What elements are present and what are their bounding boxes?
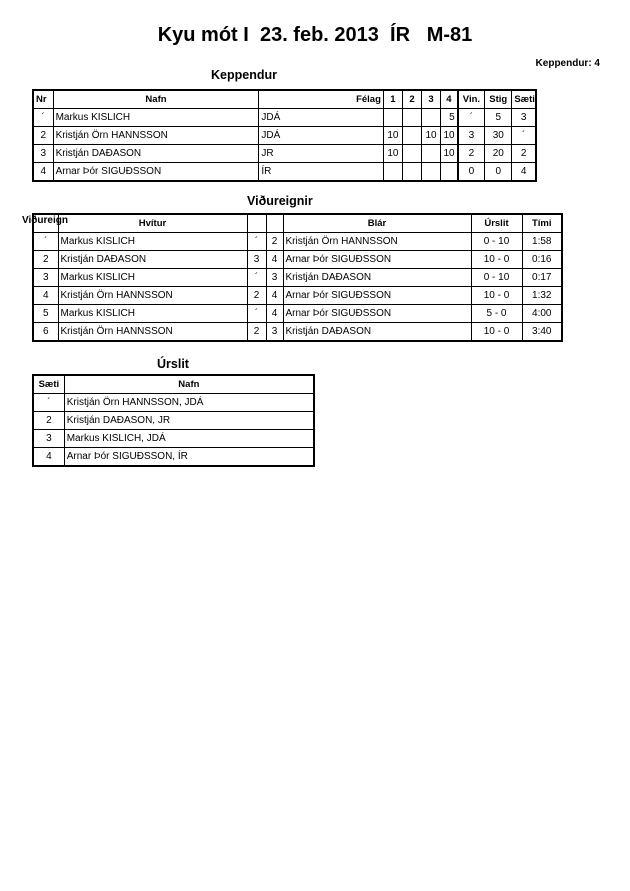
match-time: 0:16: [522, 251, 562, 269]
result-place: 4: [33, 448, 64, 467]
competitor-nr: 2: [33, 127, 53, 145]
col-match-nr: Viðureign: [22, 215, 68, 226]
match-blue: Kristján Örn HANNSSON: [283, 233, 471, 251]
competitors-table: [32, 89, 537, 182]
result-place: ´: [33, 394, 64, 412]
match-blue-nr: 4: [266, 305, 283, 323]
match-nr: ´: [33, 233, 58, 251]
col-nr: Nr: [33, 90, 53, 109]
match-result: 0 - 10: [471, 233, 522, 251]
match-blue: Arnar Þór SIGUÐSSON: [283, 305, 471, 323]
competitor-points: 5: [485, 109, 512, 127]
match-white-nr: 2: [247, 323, 266, 342]
competitor-score-1: 10: [383, 145, 402, 163]
result-name: Kristján DAÐASON, JR: [64, 412, 314, 430]
col-name: Nafn: [53, 90, 259, 109]
competitors-section-title: Keppendur: [211, 68, 277, 82]
competitors-count: Keppendur: 4: [535, 58, 600, 69]
col-score-3: 3: [422, 90, 441, 109]
match-row: [33, 287, 562, 305]
match-time: 1:58: [522, 233, 562, 251]
competitor-score-4: 5: [441, 109, 458, 127]
col-club: Félag: [259, 90, 383, 109]
col-result-name: Nafn: [64, 375, 314, 394]
match-white-nr: 3: [247, 251, 266, 269]
match-time: 0:17: [522, 269, 562, 287]
competitor-points: 30: [485, 127, 512, 145]
results-section-title: Úrslit: [157, 357, 189, 371]
match-blue: Arnar Þór SIGUÐSSON: [283, 287, 471, 305]
competitor-row: [33, 163, 536, 182]
result-place: 2: [33, 412, 64, 430]
match-result: 10 - 0: [471, 323, 522, 342]
col-score-1: 1: [383, 90, 402, 109]
result-name: Arnar Þór SIGUÐSSON, ÍR: [64, 448, 314, 467]
match-time: 3:40: [522, 323, 562, 342]
competitor-score-3: [422, 163, 441, 182]
match-white-nr: ´: [247, 269, 266, 287]
competitor-place: ´: [512, 127, 536, 145]
match-blue: Arnar Þór SIGUÐSSON: [283, 251, 471, 269]
competitor-name: Kristján Örn HANNSSON: [53, 127, 259, 145]
competitor-score-3: 10: [422, 127, 441, 145]
competitor-score-1: [383, 109, 402, 127]
match-nr: 5: [33, 305, 58, 323]
match-blue-nr: 4: [266, 251, 283, 269]
competitor-wins: 3: [458, 127, 485, 145]
col-blue: Blár: [283, 214, 471, 233]
match-nr: 3: [33, 269, 58, 287]
competitor-wins: 0: [458, 163, 485, 182]
match-result: 0 - 10: [471, 269, 522, 287]
competitor-nr: 4: [33, 163, 53, 182]
match-nr: 2: [33, 251, 58, 269]
match-blue-nr: 2: [266, 233, 283, 251]
match-white: Markus KISLICH: [58, 305, 247, 323]
match-blue: Kristján DAÐASON: [283, 269, 471, 287]
match-row: [33, 269, 562, 287]
competitor-name: Arnar Þór SIGUÐSSON: [53, 163, 259, 182]
competitor-club: ÍR: [259, 163, 383, 182]
result-row: [33, 448, 314, 467]
match-blue-nr: 3: [266, 269, 283, 287]
result-row: [33, 430, 314, 448]
competitor-club: JR: [259, 145, 383, 163]
match-white: Markus KISLICH: [58, 269, 247, 287]
col-wins: Vin.: [458, 90, 485, 109]
col-time: Tími: [522, 214, 562, 233]
match-nr: 6: [33, 323, 58, 342]
match-white-nr: ´: [247, 305, 266, 323]
competitor-points: 20: [485, 145, 512, 163]
results-header-row: [33, 375, 314, 394]
competitor-place: 3: [512, 109, 536, 127]
competitor-score-2: [402, 127, 421, 145]
competitor-row: [33, 145, 536, 163]
result-place: 3: [33, 430, 64, 448]
result-name: Kristján Örn HANNSSON, JDÁ: [64, 394, 314, 412]
col-points: Stig: [485, 90, 512, 109]
col-blue-nr: [266, 214, 283, 233]
competitor-place: 2: [512, 145, 536, 163]
match-time: 1:32: [522, 287, 562, 305]
match-result: 10 - 0: [471, 287, 522, 305]
match-blue: Kristján DAÐASON: [283, 323, 471, 342]
result-row: [33, 394, 314, 412]
competitor-score-2: [402, 109, 421, 127]
match-white: Kristján Örn HANNSSON: [58, 287, 247, 305]
col-place: Sæti: [512, 90, 536, 109]
result-row: [33, 412, 314, 430]
col-score-2: 2: [402, 90, 421, 109]
competitor-place: 4: [512, 163, 536, 182]
results-table: [32, 374, 315, 467]
competitor-name: Kristján DAÐASON: [53, 145, 259, 163]
competitor-row: [33, 109, 536, 127]
matches-table: [32, 213, 563, 342]
competitor-score-4: [441, 163, 458, 182]
match-blue-nr: 3: [266, 323, 283, 342]
matches-section-title: Viðureignir: [247, 194, 313, 208]
competitor-score-3: [422, 109, 441, 127]
match-result: 5 - 0: [471, 305, 522, 323]
competitors-header-row: [33, 90, 536, 109]
matches-header-row: [33, 214, 562, 233]
col-result: Úrslit: [471, 214, 522, 233]
match-blue-nr: 4: [266, 287, 283, 305]
match-row: [33, 323, 562, 342]
competitor-score-4: 10: [441, 145, 458, 163]
competitor-name: Markus KISLICH: [53, 109, 259, 127]
match-white-nr: ´: [247, 233, 266, 251]
competitor-score-1: 10: [383, 127, 402, 145]
competitor-wins: 2: [458, 145, 485, 163]
competitor-nr: ´: [33, 109, 53, 127]
match-row: [33, 305, 562, 323]
competitor-score-1: [383, 163, 402, 182]
result-name: Markus KISLICH, JDÁ: [64, 430, 314, 448]
col-white-nr: [247, 214, 266, 233]
competitor-nr: 3: [33, 145, 53, 163]
match-white: Markus KISLICH: [58, 233, 247, 251]
col-white: Hvítur: [58, 214, 247, 233]
competitor-score-2: [402, 163, 421, 182]
competitor-club: JDÁ: [259, 127, 383, 145]
competitor-wins: ´: [458, 109, 485, 127]
competitor-score-3: [422, 145, 441, 163]
page-title: Kyu mót I 23. feb. 2013 ÍR M-81: [157, 24, 473, 46]
match-white-nr: 2: [247, 287, 266, 305]
match-white: Kristján Örn HANNSSON: [58, 323, 247, 342]
match-white: Kristján DAÐASON: [58, 251, 247, 269]
match-row: [33, 233, 562, 251]
col-match-nr-cell: [33, 214, 58, 233]
match-time: 4:00: [522, 305, 562, 323]
col-result-place: Sæti: [33, 375, 64, 394]
competitor-club: JDÁ: [259, 109, 383, 127]
match-result: 10 - 0: [471, 251, 522, 269]
competitor-score-4: 10: [441, 127, 458, 145]
match-nr: 4: [33, 287, 58, 305]
match-row: [33, 251, 562, 269]
competitor-score-2: [402, 145, 421, 163]
col-score-4: 4: [441, 90, 458, 109]
competitor-points: 0: [485, 163, 512, 182]
competitor-row: [33, 127, 536, 145]
